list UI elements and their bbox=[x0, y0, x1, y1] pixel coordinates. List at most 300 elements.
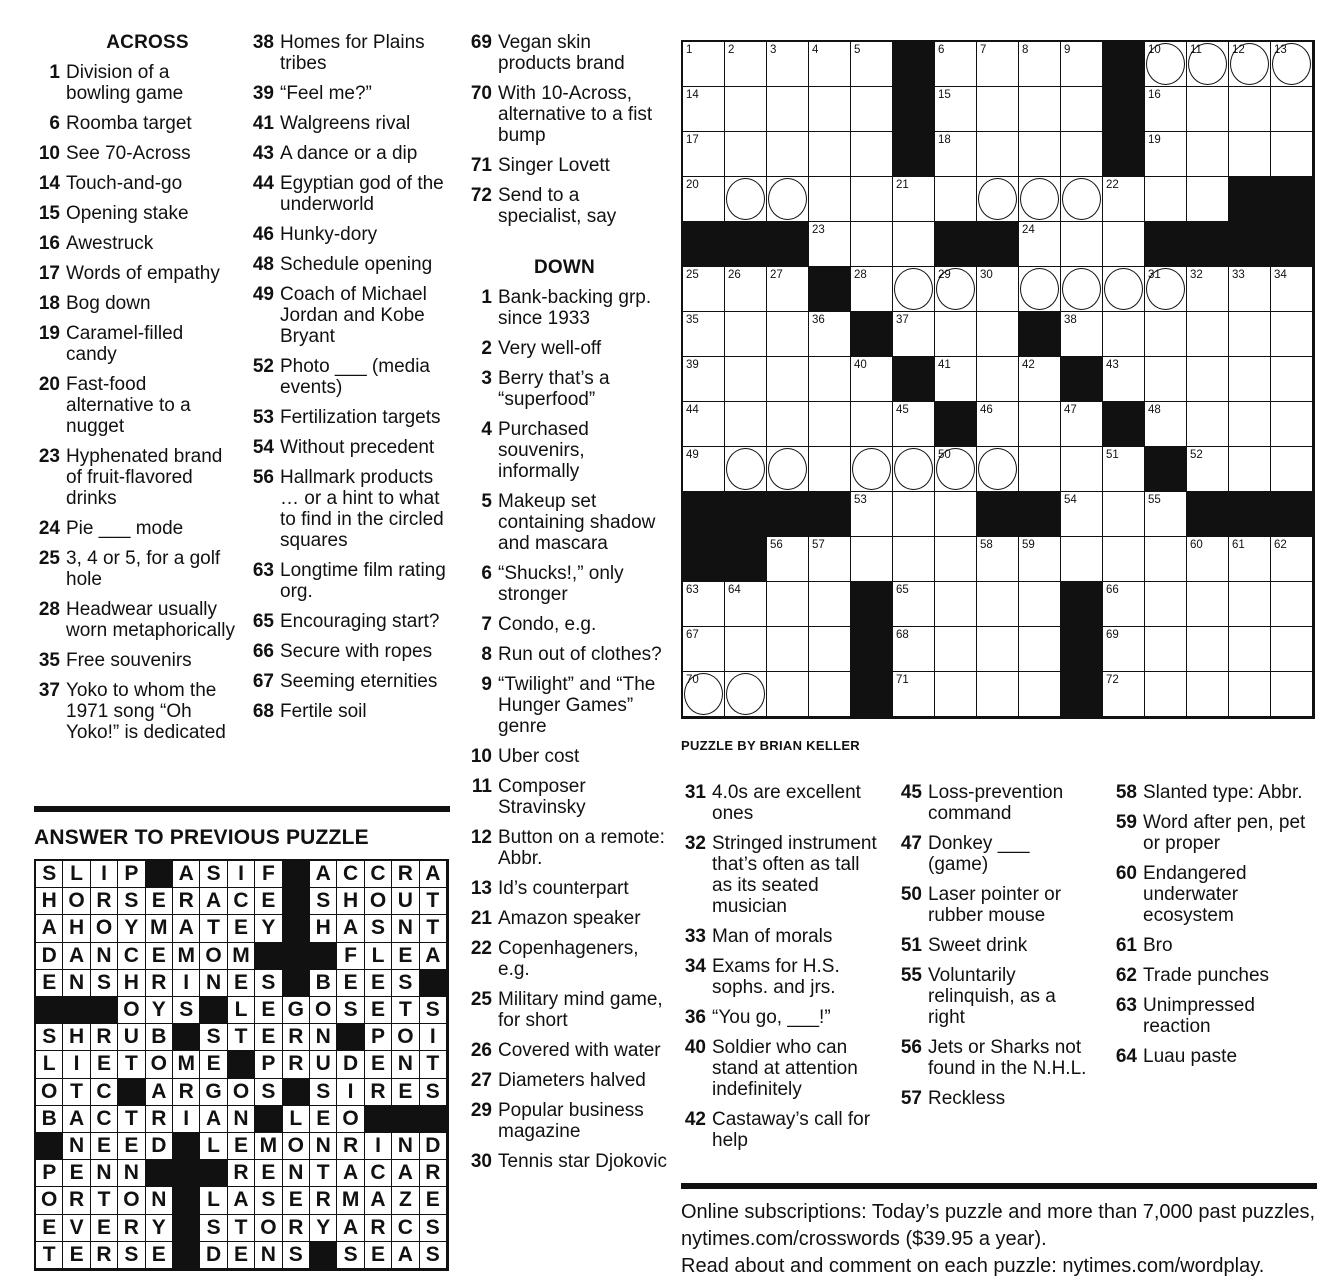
across-clues-column-2 bbox=[244, 32, 452, 731]
grid-cell[interactable] bbox=[1187, 267, 1229, 312]
clue-text: Unimpressed reaction bbox=[1143, 995, 1255, 1037]
answer-header: ANSWER TO PREVIOUS PUZZLE bbox=[34, 826, 369, 849]
grid-cell[interactable] bbox=[1145, 267, 1187, 312]
grid-cell[interactable] bbox=[893, 267, 935, 312]
grid-cell[interactable] bbox=[893, 312, 935, 357]
grid-cell[interactable] bbox=[1187, 672, 1229, 717]
grid-cell[interactable] bbox=[1187, 177, 1229, 222]
grid-cell[interactable] bbox=[725, 672, 767, 717]
grid-cell[interactable] bbox=[683, 312, 725, 357]
clue-text: Caramel-filled candy bbox=[66, 323, 184, 365]
clue-text: Covered with water bbox=[498, 1040, 661, 1061]
answer-letter: A bbox=[200, 1106, 227, 1133]
answer-letter: R bbox=[337, 1133, 364, 1160]
grid-cell[interactable] bbox=[977, 537, 1019, 582]
grid-cell[interactable] bbox=[725, 447, 767, 492]
grid-cell[interactable] bbox=[1145, 627, 1187, 672]
grid-cell[interactable] bbox=[767, 627, 809, 672]
black-square bbox=[1187, 492, 1229, 537]
clue-text: Fast-food alternative to a nugget bbox=[66, 374, 191, 437]
grid-cell[interactable] bbox=[1145, 402, 1187, 447]
grid-cell[interactable] bbox=[725, 582, 767, 627]
grid-cell[interactable] bbox=[1145, 177, 1187, 222]
grid-cell[interactable] bbox=[977, 267, 1019, 312]
answer-letter: H bbox=[118, 970, 145, 997]
clue-number: 5 bbox=[481, 491, 492, 512]
clue-number: 56 bbox=[900, 1037, 922, 1058]
grid-cell[interactable] bbox=[1271, 357, 1313, 402]
grid-cell[interactable] bbox=[1271, 537, 1313, 582]
grid-cell[interactable] bbox=[977, 402, 1019, 447]
across-clue-48 bbox=[244, 254, 452, 275]
grid-cell[interactable] bbox=[767, 537, 809, 582]
grid-cell[interactable] bbox=[851, 402, 893, 447]
grid-cell[interactable] bbox=[1229, 627, 1271, 672]
across-header: ACROSS bbox=[106, 32, 189, 53]
answer-black-square bbox=[392, 1106, 419, 1133]
clue-text: Loss-prevention command bbox=[928, 782, 1064, 824]
down-clue-31 bbox=[676, 782, 881, 824]
down-clue-29 bbox=[462, 1100, 667, 1142]
grid-cell[interactable] bbox=[683, 357, 725, 402]
clue-text: Free souvenirs bbox=[66, 650, 192, 671]
grid-cell[interactable] bbox=[935, 537, 977, 582]
grid-cell[interactable] bbox=[809, 132, 851, 177]
black-square bbox=[767, 222, 809, 267]
grid-cell[interactable] bbox=[1229, 267, 1271, 312]
grid-cell[interactable] bbox=[1061, 87, 1103, 132]
down-clue-58 bbox=[1107, 782, 1312, 803]
grid-cell[interactable] bbox=[935, 357, 977, 402]
grid-cell[interactable] bbox=[1061, 312, 1103, 357]
grid-cell[interactable] bbox=[683, 132, 725, 177]
cell-number: 25 bbox=[686, 269, 699, 281]
grid-cell[interactable] bbox=[1061, 177, 1103, 222]
clue-number: 55 bbox=[900, 965, 922, 986]
clue-text: Egyptian god of the underworld bbox=[280, 173, 444, 215]
down-clue-25 bbox=[462, 989, 667, 1031]
grid-cell[interactable] bbox=[767, 42, 809, 87]
clue-number: 11 bbox=[471, 776, 492, 797]
grid-cell[interactable] bbox=[683, 672, 725, 717]
grid-cell[interactable] bbox=[725, 357, 767, 402]
down-clue-42 bbox=[676, 1109, 881, 1151]
grid-cell[interactable] bbox=[1145, 582, 1187, 627]
grid-cell[interactable] bbox=[977, 87, 1019, 132]
grid-cell[interactable] bbox=[1019, 87, 1061, 132]
grid-cell[interactable] bbox=[935, 312, 977, 357]
grid-cell[interactable] bbox=[725, 132, 767, 177]
grid-cell[interactable] bbox=[1229, 537, 1271, 582]
cell-number: 8 bbox=[1022, 44, 1029, 56]
grid-cell[interactable] bbox=[1019, 267, 1061, 312]
grid-cell[interactable] bbox=[1187, 357, 1229, 402]
answer-letter: E bbox=[146, 888, 173, 915]
grid-cell[interactable] bbox=[1019, 42, 1061, 87]
grid-cell[interactable] bbox=[1019, 582, 1061, 627]
clue-number: 42 bbox=[684, 1109, 706, 1130]
grid-cell[interactable] bbox=[935, 627, 977, 672]
grid-cell[interactable] bbox=[809, 87, 851, 132]
cell-number: 31 bbox=[1148, 269, 1161, 281]
grid-cell[interactable] bbox=[767, 672, 809, 717]
down-clue-56 bbox=[892, 1037, 1092, 1079]
black-square bbox=[1271, 222, 1313, 267]
answer-black-square bbox=[200, 1160, 227, 1187]
grid-cell[interactable] bbox=[683, 87, 725, 132]
grid-cell[interactable] bbox=[809, 222, 851, 267]
answer-black-square bbox=[310, 1242, 337, 1269]
grid-cell[interactable] bbox=[1145, 537, 1187, 582]
answer-letter: P bbox=[118, 861, 145, 888]
grid-cell[interactable] bbox=[725, 177, 767, 222]
answer-letter: S bbox=[310, 888, 337, 915]
grid-cell[interactable] bbox=[1271, 582, 1313, 627]
grid-cell[interactable] bbox=[1187, 627, 1229, 672]
cell-number: 36 bbox=[812, 314, 825, 326]
grid-cell[interactable] bbox=[851, 177, 893, 222]
grid-cell[interactable] bbox=[683, 447, 725, 492]
grid-cell[interactable] bbox=[1229, 672, 1271, 717]
grid-cell[interactable] bbox=[809, 627, 851, 672]
grid-cell[interactable] bbox=[1229, 402, 1271, 447]
grid-cell[interactable] bbox=[851, 132, 893, 177]
answer-black-square bbox=[420, 1106, 447, 1133]
clue-text: 3, 4 or 5, for a golf hole bbox=[66, 548, 221, 590]
grid-cell[interactable] bbox=[1229, 357, 1271, 402]
answer-letter: R bbox=[146, 970, 173, 997]
clue-number: 6 bbox=[481, 563, 492, 584]
grid-cell[interactable] bbox=[683, 267, 725, 312]
grid-cell[interactable] bbox=[725, 312, 767, 357]
grid-cell[interactable] bbox=[809, 537, 851, 582]
grid-cell[interactable] bbox=[1271, 42, 1313, 87]
clue-text: Hyphenated brand of fruit-flavored drinks bbox=[66, 446, 223, 509]
grid-cell[interactable] bbox=[935, 42, 977, 87]
answer-letter: O bbox=[200, 943, 227, 970]
grid-cell[interactable] bbox=[725, 42, 767, 87]
grid-cell[interactable] bbox=[1061, 537, 1103, 582]
grid-cell[interactable] bbox=[1103, 672, 1145, 717]
grid-cell[interactable] bbox=[1019, 447, 1061, 492]
grid-cell[interactable] bbox=[725, 267, 767, 312]
cell-number: 18 bbox=[938, 134, 951, 146]
grid-cell[interactable] bbox=[1187, 402, 1229, 447]
grid-cell[interactable] bbox=[851, 87, 893, 132]
cell-number: 44 bbox=[686, 404, 699, 416]
circle-marker bbox=[1020, 178, 1059, 220]
grid-cell[interactable] bbox=[1187, 42, 1229, 87]
footer-wordplay[interactable]: Read about and comment on each puzzle: nytimes.com/wordplay. bbox=[681, 1255, 1265, 1277]
answer-letter: S bbox=[118, 1242, 145, 1269]
footer bbox=[681, 1199, 1321, 1280]
cell-number: 7 bbox=[980, 44, 987, 56]
grid-cell[interactable] bbox=[851, 492, 893, 537]
answer-letter: M bbox=[255, 1133, 282, 1160]
grid-cell[interactable] bbox=[1229, 312, 1271, 357]
clue-number: 54 bbox=[252, 437, 274, 458]
grid-cell[interactable] bbox=[977, 42, 1019, 87]
grid-cell[interactable] bbox=[1103, 222, 1145, 267]
grid-cell[interactable] bbox=[935, 267, 977, 312]
answer-letter: H bbox=[36, 888, 63, 915]
answer-letter: U bbox=[310, 1051, 337, 1078]
grid-cell[interactable] bbox=[893, 627, 935, 672]
grid-cell[interactable] bbox=[809, 582, 851, 627]
grid-cell[interactable] bbox=[893, 402, 935, 447]
grid-cell[interactable] bbox=[809, 672, 851, 717]
grid-cell[interactable] bbox=[809, 447, 851, 492]
clue-number: 64 bbox=[1115, 1046, 1137, 1067]
answer-letter: D bbox=[146, 1133, 173, 1160]
grid-cell[interactable] bbox=[977, 672, 1019, 717]
answer-letter: B bbox=[310, 970, 337, 997]
grid-cell[interactable] bbox=[1187, 87, 1229, 132]
answer-letter: T bbox=[91, 1187, 118, 1214]
grid-cell[interactable] bbox=[851, 537, 893, 582]
grid-cell[interactable] bbox=[809, 357, 851, 402]
grid-cell[interactable] bbox=[809, 42, 851, 87]
grid-cell[interactable] bbox=[893, 222, 935, 267]
grid-cell[interactable] bbox=[893, 582, 935, 627]
grid-cell[interactable] bbox=[935, 132, 977, 177]
grid-cell[interactable] bbox=[767, 132, 809, 177]
grid-cell[interactable] bbox=[935, 177, 977, 222]
grid-cell[interactable] bbox=[977, 582, 1019, 627]
answer-letter: T bbox=[118, 1106, 145, 1133]
grid-cell[interactable] bbox=[977, 312, 1019, 357]
grid-cell[interactable] bbox=[1061, 222, 1103, 267]
grid-cell[interactable] bbox=[893, 492, 935, 537]
grid-cell[interactable] bbox=[1187, 447, 1229, 492]
grid-cell[interactable] bbox=[935, 582, 977, 627]
answer-black-square bbox=[173, 1215, 200, 1242]
grid-cell[interactable] bbox=[851, 42, 893, 87]
grid-cell[interactable] bbox=[1103, 582, 1145, 627]
clue-number: 30 bbox=[470, 1151, 492, 1172]
grid-cell[interactable] bbox=[683, 177, 725, 222]
grid-cell[interactable] bbox=[1229, 132, 1271, 177]
grid-cell[interactable] bbox=[1019, 537, 1061, 582]
grid-cell[interactable] bbox=[1271, 267, 1313, 312]
across-clue-65 bbox=[244, 611, 452, 632]
across-clue-17 bbox=[30, 263, 235, 284]
clue-number: 12 bbox=[470, 827, 492, 848]
grid-cell[interactable] bbox=[767, 87, 809, 132]
clue-number: 33 bbox=[684, 926, 706, 947]
cell-number: 58 bbox=[980, 539, 993, 551]
grid-cell[interactable] bbox=[1271, 672, 1313, 717]
grid-cell[interactable] bbox=[1187, 132, 1229, 177]
grid-cell[interactable] bbox=[1103, 312, 1145, 357]
grid-cell[interactable] bbox=[767, 177, 809, 222]
grid-cell[interactable] bbox=[1145, 87, 1187, 132]
grid-cell[interactable] bbox=[1271, 312, 1313, 357]
grid-cell[interactable] bbox=[977, 447, 1019, 492]
grid-cell[interactable] bbox=[725, 87, 767, 132]
grid-cell[interactable] bbox=[851, 447, 893, 492]
grid-cell[interactable] bbox=[977, 177, 1019, 222]
grid-cell[interactable] bbox=[1145, 132, 1187, 177]
clue-number: 1 bbox=[49, 62, 60, 83]
grid-cell[interactable] bbox=[1103, 492, 1145, 537]
grid-cell[interactable] bbox=[893, 537, 935, 582]
grid-cell[interactable] bbox=[1271, 627, 1313, 672]
answer-letter: N bbox=[63, 970, 90, 997]
grid-cell[interactable] bbox=[767, 357, 809, 402]
answer-black-square bbox=[146, 861, 173, 888]
grid-cell[interactable] bbox=[1019, 222, 1061, 267]
grid-cell[interactable] bbox=[1019, 672, 1061, 717]
answer-letter: T bbox=[36, 1242, 63, 1269]
clue-number: 63 bbox=[252, 560, 274, 581]
grid-cell[interactable] bbox=[767, 447, 809, 492]
grid-cell[interactable] bbox=[977, 132, 1019, 177]
grid-cell[interactable] bbox=[1061, 492, 1103, 537]
grid-cell[interactable] bbox=[1061, 402, 1103, 447]
clue-number: 38 bbox=[252, 32, 274, 53]
grid-cell[interactable] bbox=[935, 87, 977, 132]
grid-cell[interactable] bbox=[1187, 537, 1229, 582]
grid-cell[interactable] bbox=[683, 402, 725, 447]
grid-cell[interactable] bbox=[1271, 402, 1313, 447]
grid-cell[interactable] bbox=[683, 42, 725, 87]
cell-number: 62 bbox=[1274, 539, 1287, 551]
cell-number: 51 bbox=[1106, 449, 1119, 461]
grid-cell[interactable] bbox=[1187, 312, 1229, 357]
answer-letter: Y bbox=[255, 915, 282, 942]
grid-cell[interactable] bbox=[1229, 42, 1271, 87]
across-clue-46 bbox=[244, 224, 452, 245]
answer-letter: N bbox=[310, 1024, 337, 1051]
grid-cell[interactable] bbox=[935, 447, 977, 492]
grid-cell[interactable] bbox=[725, 402, 767, 447]
answer-letter: L bbox=[200, 1133, 227, 1160]
grid-cell[interactable] bbox=[935, 672, 977, 717]
cell-number: 24 bbox=[1022, 224, 1035, 236]
grid-cell[interactable] bbox=[1019, 627, 1061, 672]
answer-letter: E bbox=[91, 1133, 118, 1160]
grid-cell[interactable] bbox=[809, 177, 851, 222]
grid-cell[interactable] bbox=[1019, 402, 1061, 447]
grid-cell[interactable] bbox=[1061, 447, 1103, 492]
clue-text: Castaway’s call for help bbox=[712, 1109, 871, 1151]
answer-black-square bbox=[200, 997, 227, 1024]
grid-cell[interactable] bbox=[1145, 357, 1187, 402]
grid-cell[interactable] bbox=[1145, 312, 1187, 357]
grid-cell[interactable] bbox=[1019, 177, 1061, 222]
grid-cell[interactable] bbox=[1103, 447, 1145, 492]
grid-cell[interactable] bbox=[725, 627, 767, 672]
grid-cell[interactable] bbox=[1145, 672, 1187, 717]
clue-number: 25 bbox=[470, 989, 492, 1010]
grid-cell[interactable] bbox=[767, 402, 809, 447]
grid-cell[interactable] bbox=[809, 402, 851, 447]
across-clue-38 bbox=[244, 32, 452, 74]
answer-letter: A bbox=[392, 1160, 419, 1187]
crossword-grid[interactable] bbox=[681, 40, 1315, 719]
grid-cell[interactable] bbox=[1271, 132, 1313, 177]
answer-letter: D bbox=[200, 1242, 227, 1269]
grid-cell[interactable] bbox=[1145, 42, 1187, 87]
clue-number: 61 bbox=[1115, 935, 1137, 956]
grid-cell[interactable] bbox=[767, 312, 809, 357]
grid-cell[interactable] bbox=[851, 222, 893, 267]
down-clue-6 bbox=[462, 563, 667, 605]
grid-cell[interactable] bbox=[1271, 447, 1313, 492]
cell-number: 68 bbox=[896, 629, 909, 641]
grid-cell[interactable] bbox=[683, 627, 725, 672]
grid-cell[interactable] bbox=[767, 582, 809, 627]
grid-cell[interactable] bbox=[1019, 357, 1061, 402]
grid-cell[interactable] bbox=[1229, 87, 1271, 132]
black-square bbox=[1229, 177, 1271, 222]
grid-cell[interactable] bbox=[893, 177, 935, 222]
grid-cell[interactable] bbox=[1187, 582, 1229, 627]
grid-cell[interactable] bbox=[1103, 177, 1145, 222]
answer-letter: H bbox=[63, 1024, 90, 1051]
clue-number: 59 bbox=[1115, 812, 1137, 833]
black-square bbox=[725, 492, 767, 537]
grid-cell[interactable] bbox=[977, 357, 1019, 402]
grid-cell[interactable] bbox=[1103, 357, 1145, 402]
clue-text: Uber cost bbox=[498, 746, 580, 767]
grid-cell[interactable] bbox=[977, 627, 1019, 672]
grid-cell[interactable] bbox=[1061, 267, 1103, 312]
grid-cell[interactable] bbox=[893, 447, 935, 492]
clue-text: Man of morals bbox=[712, 926, 833, 947]
clue-number: 36 bbox=[684, 1007, 706, 1028]
cell-number: 35 bbox=[686, 314, 699, 326]
grid-cell[interactable] bbox=[1229, 447, 1271, 492]
grid-cell[interactable] bbox=[935, 492, 977, 537]
answer-letter: R bbox=[173, 888, 200, 915]
grid-cell[interactable] bbox=[893, 672, 935, 717]
clue-number: 9 bbox=[481, 674, 492, 695]
answer-letter: R bbox=[283, 1051, 310, 1078]
clue-text: See 70-Across bbox=[66, 143, 191, 164]
grid-cell[interactable] bbox=[683, 582, 725, 627]
grid-cell[interactable] bbox=[1145, 492, 1187, 537]
grid-cell[interactable] bbox=[1103, 537, 1145, 582]
answer-letter: I bbox=[91, 861, 118, 888]
answer-letter: A bbox=[392, 1242, 419, 1269]
grid-cell[interactable] bbox=[1229, 582, 1271, 627]
grid-cell[interactable] bbox=[809, 312, 851, 357]
grid-cell[interactable] bbox=[851, 357, 893, 402]
grid-cell[interactable] bbox=[1103, 627, 1145, 672]
cell-number: 6 bbox=[938, 44, 945, 56]
grid-cell[interactable] bbox=[1103, 267, 1145, 312]
down-clue-36 bbox=[676, 1007, 881, 1028]
cell-number: 27 bbox=[770, 269, 783, 281]
grid-cell[interactable] bbox=[851, 267, 893, 312]
black-square bbox=[1061, 582, 1103, 627]
grid-cell[interactable] bbox=[1061, 42, 1103, 87]
black-square bbox=[851, 627, 893, 672]
clue-number: 56 bbox=[252, 467, 274, 488]
grid-cell[interactable] bbox=[1061, 132, 1103, 177]
across-clue-15 bbox=[30, 203, 235, 224]
clue-text: Photo ___ (media events) bbox=[280, 356, 430, 398]
grid-cell[interactable] bbox=[767, 267, 809, 312]
clue-text: Copenhageners, e.g. bbox=[498, 938, 639, 980]
grid-cell[interactable] bbox=[1271, 87, 1313, 132]
cell-number: 9 bbox=[1064, 44, 1071, 56]
answer-letter: N bbox=[228, 1106, 255, 1133]
answer-black-square bbox=[365, 1106, 392, 1133]
grid-cell[interactable] bbox=[1019, 132, 1061, 177]
